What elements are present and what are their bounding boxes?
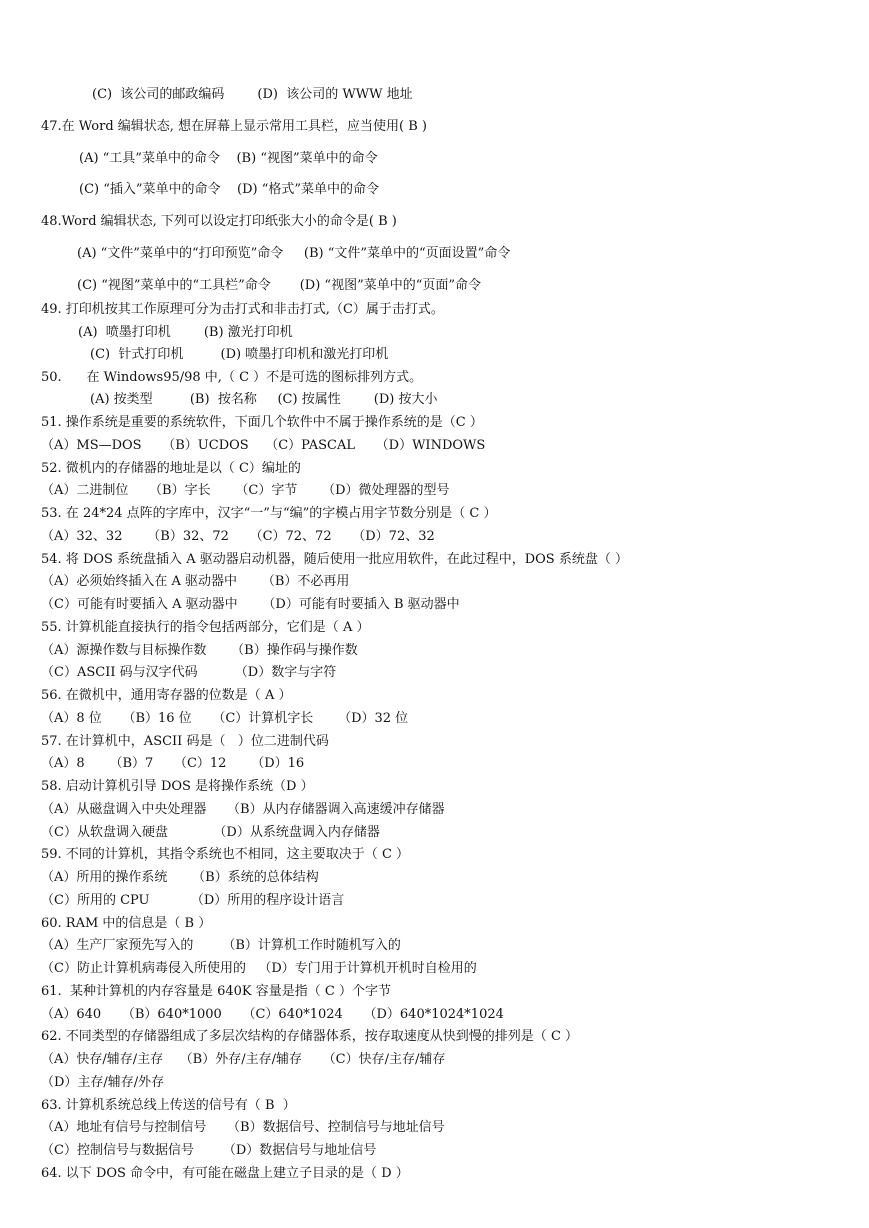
option-line: （A）从磁盘调入中央处理器 （B）从内存储器调入高速缓冲存储器 [41, 802, 445, 817]
option-line: (C) 该公司的邮政编码 (D) 该公司的 WWW 地址 [92, 87, 413, 102]
option-line: （A）必须始终插入在 A 驱动器中 （B）不必再用 [41, 574, 350, 589]
question-64: 64. 以下 DOS 命令中，有可能在磁盘上建立子目录的是（ D ） [41, 1166, 409, 1181]
option-line: （C）所用的 CPU （D）所用的程序设计语言 [41, 893, 345, 908]
question-56: 56. 在微机中，通用寄存器的位数是（ A ） [41, 688, 292, 703]
option-line: (A) 喷墨打印机 (B) 激光打印机 [78, 325, 293, 340]
question-50: 50. 在 Windows95/98 中,（ C ）不是可选的图标排列方式。 [41, 370, 423, 385]
option-line: （A）640 （B）640*1000 （C）640*1024 （D）640*1024*1024 [41, 1007, 504, 1022]
question-52: 52. 微机内的存储器的地址是以（ C）编址的 [41, 461, 301, 476]
question-61: 61. 某种计算机的内存容量是 640K 容量是指（ C ）个字节 [41, 984, 391, 999]
option-line: （A）MS—DOS （B）UCDOS （C）PASCAL （D）WINDOWS [41, 438, 486, 453]
option-line: （A）8 位 （B）16 位 （C）计算机字长 （D）32 位 [41, 711, 409, 726]
question-58: 58. 启动计算机引导 DOS 是将操作系统（D ） [41, 779, 314, 794]
option-line: (A) 按类型 (B) 按名称 (C) 按属性 (D) 按大小 [90, 392, 438, 407]
option-line: （C）防止计算机病毒侵入所使用的 （D）专门用于计算机开机时自检用的 [41, 961, 477, 976]
question-62: 62. 不同类型的存储器组成了多层次结构的存储器体系，按存取速度从快到慢的排列是（ C ） [41, 1029, 579, 1044]
question-63: 63. 计算机系统总线上传送的信号有（ B ） [41, 1098, 296, 1113]
question-55: 55. 计算机能直接执行的指令包括两部分，它们是（ A ） [41, 620, 370, 635]
option-line: （C）控制信号与数据信号 （D）数据信号与地址信号 [41, 1143, 377, 1158]
option-line: （A）源操作数与目标操作数 （B）操作码与操作数 [41, 643, 358, 658]
question-48: 48.Word 编辑状态, 下列可以设定打印纸张大小的命令是( B ) [41, 214, 397, 229]
option-line: （A）二进制位 （B）字长 （C）字节 （D）微处理器的型号 [41, 483, 450, 498]
option-line: （A）地址有信号与控制信号 （B）数据信号、控制信号与地址信号 [41, 1120, 445, 1135]
question-57: 57. 在计算机中，ASCII 码是（ ）位二进制代码 [41, 734, 329, 749]
option-line: (A) “工具”菜单中的命令 (B) “视图”菜单中的命令 [79, 151, 378, 166]
option-line: （C）ASCII 码与汉字代码 （D）数字与字符 [41, 665, 337, 680]
option-line: （A）生产厂家预先写入的 （B）计算机工作时随机写入的 [41, 938, 401, 953]
option-line: （C）可能有时要插入 A 驱动器中 （D）可能有时要插入 B 驱动器中 [41, 597, 460, 612]
question-47: 47.在 Word 编辑状态, 想在屏幕上显示常用工具栏，应当使用( B ) [41, 119, 428, 134]
option-line: （A）32、32 （B）32、72 （C）72、72 （D）72、32 [41, 529, 435, 544]
question-59: 59. 不同的计算机，其指令系统也不相同，这主要取决于（ C ） [41, 847, 410, 862]
option-line: （A）8 （B）7 （C）12 （D）16 [41, 756, 305, 771]
option-line: (A) “文件”菜单中的“打印预览”命令 (B) “文件”菜单中的“页面设置”命令 [77, 246, 511, 261]
question-51: 51. 操作系统是重要的系统软件，下面几个软件中不属于操作系统的是（C ） [41, 415, 483, 430]
question-54: 54. 将 DOS 系统盘插入 A 驱动器启动机器，随后使用一批应用软件，在此过程中，DOS 系统盘（ ） [41, 552, 628, 567]
question-53: 53. 在 24*24 点阵的字库中，汉字“一”与“编”的字模占用字节数分别是（ C ） [41, 506, 497, 521]
option-line: （A）所用的操作系统 （B）系统的总体结构 [41, 870, 319, 885]
question-49: 49. 打印机按其工作原理可分为击打式和非击打式,（C）属于击打式。 [41, 302, 444, 317]
option-line: (C) “视图”菜单中的“工具栏”命令 (D) “视图”菜单中的“页面”命令 [77, 278, 482, 293]
option-line: （D）主存/辅存/外存 [41, 1075, 165, 1090]
option-line: （C）从软盘调入硬盘 （D）从系统盘调入内存储器 [41, 825, 380, 840]
question-60: 60. RAM 中的信息是（ B ） [41, 916, 212, 931]
option-line: (C) 针式打印机 (D) 喷墨打印机和激光打印机 [90, 347, 389, 362]
option-line: (C) “插入”菜单中的命令 (D) “格式”菜单中的命令 [79, 182, 380, 197]
option-line: （A）快存/辅存/主存 （B）外存/主存/辅存 （C）快存/主存/辅存 [41, 1052, 446, 1067]
